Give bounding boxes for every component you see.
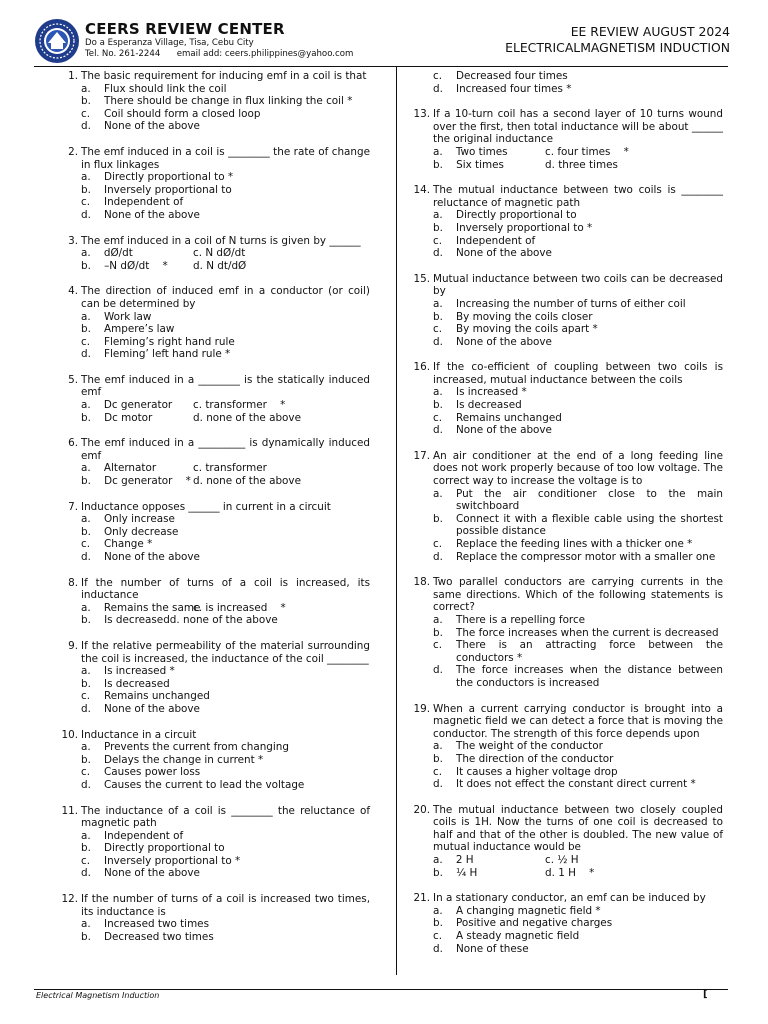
option-letter: a. <box>81 829 91 842</box>
option-letter: d. <box>433 664 443 677</box>
option-text: Only decrease <box>104 525 179 538</box>
option-cell: c. N dØ/dt <box>193 247 246 260</box>
question-17 <box>410 450 723 563</box>
column-divider <box>396 67 397 975</box>
option-letter: d. <box>433 942 443 955</box>
question-9 <box>58 640 370 716</box>
option-cell: d. none of the above <box>193 475 301 488</box>
option-text: Inversely proportional to * <box>104 854 241 867</box>
option-text: Increased two times <box>104 918 209 931</box>
question-11 <box>58 805 370 881</box>
answer-option <box>433 424 723 437</box>
option-letter: d. <box>433 778 443 791</box>
question-stem: Inductance opposes ______ in current in a circuit <box>81 500 331 513</box>
option-cell: b. Is decreasedd. none of the above <box>81 614 278 627</box>
question-19 <box>410 703 723 791</box>
question-number: 16. <box>413 361 430 374</box>
option-pair-row <box>81 399 370 412</box>
option-text: Decreased four times <box>456 70 568 82</box>
option-letter: a. <box>81 513 91 526</box>
option-pair-row <box>81 247 370 260</box>
question-18 <box>410 576 723 689</box>
option-cell: d. 1 H * <box>545 866 595 879</box>
answer-option <box>81 551 370 564</box>
option-cell: a. Dc generator <box>81 399 173 412</box>
option-letter: c. <box>433 70 443 82</box>
option-pair-row <box>81 260 370 273</box>
option-letter: d. <box>81 348 91 361</box>
option-text: Connect it with a flexible cable using the shortest possible distance <box>456 512 723 538</box>
option-text: Ampere’s law <box>104 323 175 336</box>
answer-option <box>81 184 370 197</box>
answer-option <box>81 830 370 843</box>
question-number: 12. <box>61 893 78 906</box>
option-letter: b. <box>81 842 91 855</box>
answer-option <box>81 918 370 931</box>
option-text: Is decreased <box>456 399 522 412</box>
option-letter: b. <box>433 399 443 412</box>
answer-option <box>81 931 370 944</box>
option-letter: d. <box>81 778 91 791</box>
answer-option <box>433 399 723 412</box>
option-text: None of the above <box>104 120 200 133</box>
option-cell: b. Dc motor <box>81 411 153 424</box>
option-text: Replace the compressor motor with a smaller one <box>456 550 716 563</box>
question-stem: If a 10-turn coil has a second layer of 10 turns wound over the first, then total inductance will be about ______ the original inductance <box>433 108 723 146</box>
right-column <box>410 70 723 968</box>
option-letter: a. <box>433 297 443 310</box>
answer-option <box>433 627 723 640</box>
option-text: Put the air conditioner close to the main switchboard <box>456 487 723 513</box>
answer-option <box>433 70 723 83</box>
option-cell: c. transformer * <box>193 399 286 412</box>
answer-option <box>433 311 723 324</box>
option-pair-row <box>81 462 370 475</box>
question-7 <box>58 501 370 564</box>
option-pair-row <box>81 475 370 488</box>
question-stem: The inductance of a coil is ________ the reluctance of magnetic path <box>81 804 370 830</box>
question-8 <box>58 577 370 627</box>
option-letter: c. <box>433 538 443 550</box>
option-cell: d. three times <box>545 158 618 171</box>
question-stem: The emf induced in a ________ is the statically induced emf <box>81 373 370 399</box>
question-number: 9. <box>68 639 78 652</box>
option-text: A changing magnetic field * <box>456 904 601 917</box>
question-stem: Two parallel conductors are carrying currents in the same directions. Which of the following statements is correct? <box>433 576 723 614</box>
question-stem: The emf induced in a coil is ________ the rate of change in flux linkages <box>81 145 370 171</box>
org-contact: Tel. No. 261-2244 email add: ceers.philippines@yahoo.com <box>85 49 354 59</box>
option-cell: c. ½ H <box>545 854 579 867</box>
left-column <box>58 70 370 956</box>
option-pair-row <box>433 159 723 172</box>
answer-option <box>433 323 723 336</box>
option-cell: b. Six times <box>433 158 504 171</box>
answer-option <box>81 513 370 526</box>
option-text: Coil should form a closed loop <box>104 107 261 120</box>
question-14 <box>410 184 723 260</box>
option-text: Is decreased <box>104 677 170 690</box>
option-letter: a. <box>81 171 91 184</box>
answer-option <box>433 778 723 791</box>
question-5 <box>58 374 370 424</box>
option-letter: c. <box>433 930 443 943</box>
question-3 <box>58 235 370 273</box>
answer-option <box>433 551 723 564</box>
option-text: None of the above <box>104 208 200 221</box>
answer-option <box>81 336 370 349</box>
option-letter: b. <box>81 183 91 196</box>
option-pair-row <box>433 854 723 867</box>
answer-option <box>81 754 370 767</box>
option-pair-row <box>81 412 370 425</box>
option-letter: d. <box>433 247 443 260</box>
option-cell <box>193 614 353 627</box>
question-12 <box>58 893 370 943</box>
question-stem: The mutual inductance between two closely coupled coils is 1H. Now the turns of one coil is decreased to half and that of the other is doubled. The new value of mutual inductance would be <box>433 803 723 854</box>
option-text: Positive and negative charges <box>456 917 613 930</box>
option-letter: b. <box>433 221 443 234</box>
question-stem: The mutual inductance between two coils is ________ reluctance of magnetic path <box>433 184 723 209</box>
option-cell: b. Dc generator * <box>81 475 191 488</box>
option-text: None of the above <box>104 867 200 880</box>
option-letter: b. <box>81 525 91 538</box>
option-text: Only increase <box>104 513 175 526</box>
option-text: Prevents the current from changing <box>104 741 289 754</box>
option-text: Directly proportional to <box>456 209 577 222</box>
option-text: Work law <box>104 310 152 323</box>
answer-option <box>81 690 370 703</box>
answer-option <box>81 678 370 691</box>
option-text: Inversely proportional to * <box>456 221 593 234</box>
answer-option <box>81 108 370 121</box>
question-13 <box>410 108 723 171</box>
question-21 <box>410 892 723 955</box>
answer-option <box>81 526 370 539</box>
option-letter: b. <box>81 95 91 108</box>
question-number: 5. <box>68 373 78 386</box>
option-letter: c. <box>81 538 91 551</box>
option-letter: d. <box>81 120 91 133</box>
question-stem: The basic requirement for inducing emf in a coil is that <box>81 70 367 82</box>
question-stem: An air conditioner at the end of a long feeding line does not work properly because of too low voltage. The correct way to increase the voltage is to <box>433 449 723 488</box>
question-stem: If the number of turns of a coil is increased, its inductance <box>81 576 370 602</box>
question-number: 20. <box>413 803 430 816</box>
answer-option <box>81 348 370 361</box>
answer-option <box>433 917 723 930</box>
answer-option <box>81 311 370 324</box>
answer-option <box>81 83 370 96</box>
question-4 <box>58 285 370 361</box>
answer-option <box>433 336 723 349</box>
answer-option <box>433 222 723 235</box>
answer-option <box>433 412 723 425</box>
option-cell: a. 2 H <box>433 854 474 867</box>
question-10 <box>58 729 370 792</box>
option-text: By moving the coils apart * <box>456 323 598 336</box>
answer-option <box>433 905 723 918</box>
question-16 <box>410 361 723 437</box>
answer-option <box>81 538 370 551</box>
option-pair-row <box>81 614 370 627</box>
option-cell: c. transformer <box>193 462 267 475</box>
option-text: Remains unchanged <box>104 690 210 703</box>
header-rule <box>34 66 728 67</box>
question-number: 15. <box>413 272 430 285</box>
answer-option <box>433 538 723 551</box>
question-number: 19. <box>413 702 430 715</box>
org-address: Do a Esperanza Village, Tisa, Cebu City <box>85 38 254 48</box>
question-number: 11. <box>61 804 78 817</box>
question-stem: The direction of induced emf in a conductor (or coil) can be determined by <box>81 285 370 310</box>
answer-option <box>433 83 723 96</box>
option-text: Directly proportional to <box>104 842 225 855</box>
option-letter: a. <box>433 904 443 917</box>
option-text: There is an attracting force between the conductors * <box>456 639 723 664</box>
option-cell: d. N dt/dØ <box>193 259 247 272</box>
option-text: Change * <box>104 538 153 551</box>
option-letter: c. <box>433 234 443 247</box>
option-pair-row <box>433 867 723 880</box>
option-text: It causes a higher voltage drop <box>456 765 618 778</box>
option-cell: a. dØ/dt <box>81 247 133 260</box>
option-cell: a. Alternator <box>81 462 157 475</box>
answer-option <box>433 386 723 399</box>
answer-option <box>81 779 370 792</box>
answer-option <box>81 766 370 779</box>
option-letter: a. <box>433 740 443 753</box>
question-12-continuation <box>410 70 723 95</box>
option-letter: d. <box>81 551 91 563</box>
answer-option <box>81 120 370 133</box>
footer-label: Electrical Magnetism Induction <box>36 991 160 1000</box>
option-text: It does not effect the constant direct current * <box>456 778 696 791</box>
option-text: The force increases when the distance between the conductors is increased <box>456 664 723 689</box>
option-letter: c. <box>81 196 91 209</box>
option-text: None of the above <box>456 247 552 260</box>
answer-option <box>81 703 370 716</box>
option-letter: c. <box>433 323 443 336</box>
question-number: 17. <box>413 449 430 462</box>
option-text: Causes the current to lead the voltage <box>104 778 305 791</box>
question-number: 6. <box>68 437 78 450</box>
option-text: Independent of <box>104 829 184 842</box>
option-letter: d. <box>433 82 443 95</box>
option-letter: a. <box>433 209 443 222</box>
org-name: CEERS REVIEW CENTER <box>85 20 285 38</box>
option-text: Flux should link the coil <box>104 82 227 95</box>
option-letter: d. <box>433 424 443 437</box>
option-letter: d. <box>81 867 91 880</box>
answer-option <box>433 740 723 753</box>
question-number: 14. <box>413 184 430 197</box>
question-number: 8. <box>68 576 78 589</box>
question-20 <box>410 804 723 880</box>
option-cell: d. none of the above <box>193 411 301 424</box>
answer-option <box>433 639 723 664</box>
question-number: 18. <box>413 576 430 589</box>
option-text: Fleming’ left hand rule * <box>104 348 231 361</box>
answer-option <box>433 664 723 689</box>
answer-option <box>433 614 723 627</box>
option-letter: a. <box>81 665 91 678</box>
option-letter: b. <box>81 753 91 766</box>
option-cell: a. Remains the same <box>81 601 201 614</box>
answer-option <box>81 855 370 868</box>
option-text: Delays the change in current * <box>104 753 264 766</box>
answer-option <box>81 741 370 754</box>
answer-option <box>433 488 723 513</box>
option-text: Increasing the number of turns of either coil <box>456 297 686 310</box>
option-pair-row <box>81 602 370 615</box>
option-letter: b. <box>433 917 443 930</box>
footer-rule <box>34 989 728 990</box>
option-letter: a. <box>81 310 91 323</box>
question-stem: When a current carrying conductor is brought into a magnetic field we can detect a force that is moving the conductor. The strength of this force depends upon <box>433 702 723 740</box>
question-number: 13. <box>413 108 430 121</box>
option-letter: d. <box>433 550 443 563</box>
option-cell: b. ¼ H <box>433 866 478 879</box>
option-text: None of these <box>456 942 529 955</box>
option-text: Is increased * <box>456 386 527 399</box>
option-text: Directly proportional to * <box>104 171 234 184</box>
option-text: None of the above <box>456 335 552 348</box>
option-letter: a. <box>433 613 443 626</box>
option-letter: b. <box>433 512 443 525</box>
answer-option <box>81 867 370 880</box>
option-text: The force increases when the current is decreased <box>456 626 719 639</box>
option-cell: c. four times * <box>545 145 629 158</box>
option-text: None of the above <box>456 424 552 437</box>
option-text: By moving the coils closer <box>456 310 593 323</box>
answer-option <box>433 513 723 538</box>
option-letter: a. <box>81 82 91 95</box>
option-text: Remains unchanged <box>456 411 562 424</box>
option-letter: b. <box>433 626 443 639</box>
question-stem: The emf induced in a _________ is dynamically induced emf <box>81 437 370 462</box>
question-stem: If the number of turns of a coil is increased two times, its inductance is <box>81 893 370 918</box>
question-number: 1. <box>68 70 78 82</box>
answer-option <box>433 235 723 248</box>
option-text: Independent of <box>104 196 184 209</box>
question-stem: Mutual inductance between two coils can be decreased by <box>433 272 723 298</box>
answer-option <box>433 298 723 311</box>
option-text: None of the above <box>104 702 200 715</box>
answer-option <box>433 766 723 779</box>
option-text: The direction of the conductor <box>456 752 614 765</box>
option-letter: d. <box>81 208 91 221</box>
answer-option <box>433 209 723 222</box>
option-letter: a. <box>81 741 91 754</box>
option-pair-row <box>433 146 723 159</box>
option-text: Is increased * <box>104 665 175 678</box>
answer-option <box>433 930 723 943</box>
option-letter: c. <box>81 690 91 703</box>
question-15 <box>410 273 723 349</box>
option-letter: b. <box>81 930 91 943</box>
question-stem: The emf induced in a coil of N turns is given by ______ <box>81 234 361 247</box>
answer-option <box>81 196 370 209</box>
option-text: Independent of <box>456 234 536 247</box>
question-1 <box>58 70 370 133</box>
question-stem: Inductance in a circuit <box>81 728 197 741</box>
option-text: There should be change in flux linking the coil * <box>104 95 353 108</box>
option-letter: b. <box>433 310 443 323</box>
question-number: 21. <box>413 892 430 905</box>
option-letter: a. <box>433 487 443 500</box>
question-6 <box>58 437 370 487</box>
answer-option <box>81 665 370 678</box>
option-cell: c. is increased * <box>193 601 286 614</box>
question-stem: In a stationary conductor, an emf can be induced by <box>433 892 706 905</box>
option-letter: c. <box>433 765 443 778</box>
option-letter: d. <box>81 702 91 715</box>
answer-option <box>81 95 370 108</box>
question-number: 3. <box>68 234 78 247</box>
answer-option <box>433 943 723 956</box>
option-text: Decreased two times <box>104 930 214 943</box>
answer-option <box>81 323 370 336</box>
exam-subtitle: ELECTRICALMAGNETISM INDUCTION <box>505 40 730 55</box>
option-text: The weight of the conductor <box>456 740 603 753</box>
option-text: Causes power loss <box>104 766 201 779</box>
option-text: None of the above <box>104 551 200 563</box>
answer-option <box>433 753 723 766</box>
ceers-logo-icon <box>34 18 80 64</box>
question-stem: If the co-efficient of coupling between two coils is increased, mutual inductance between the coils <box>433 361 723 386</box>
option-letter: b. <box>433 752 443 765</box>
answer-option <box>81 171 370 184</box>
option-letter: a. <box>433 386 443 399</box>
option-letter: d. <box>433 335 443 348</box>
option-cell: b. –N dØ/dt * <box>81 259 168 272</box>
answer-option <box>81 842 370 855</box>
question-stem: If the relative permeability of the material surrounding the coil is increased, the inductance of the coil ________ <box>81 639 370 665</box>
option-letter: c. <box>81 335 91 348</box>
option-text: Replace the feeding lines with a thicker one * <box>456 538 693 550</box>
page-header <box>0 0 768 70</box>
footer-mark: [ <box>703 989 708 1000</box>
option-letter: c. <box>433 411 443 424</box>
option-letter: c. <box>81 107 91 120</box>
option-letter: c. <box>433 639 443 652</box>
question-number: 2. <box>68 145 78 158</box>
option-letter: a. <box>81 918 91 931</box>
option-text: Fleming’s right hand rule <box>104 335 235 348</box>
option-text: Inversely proportional to <box>104 183 232 196</box>
answer-option <box>433 247 723 260</box>
question-2 <box>58 146 370 222</box>
option-text: A steady magnetic field <box>456 930 580 943</box>
option-letter: c. <box>81 766 91 779</box>
option-letter: c. <box>81 854 91 867</box>
question-number: 4. <box>68 285 78 298</box>
question-number: 7. <box>68 500 78 513</box>
option-text: There is a repelling force <box>456 613 586 626</box>
option-letter: b. <box>81 323 91 336</box>
exam-title: EE REVIEW AUGUST 2024 <box>570 24 730 39</box>
answer-option <box>81 209 370 222</box>
option-text: Increased four times * <box>456 82 572 95</box>
option-letter: b. <box>81 677 91 690</box>
question-number: 10. <box>61 728 78 741</box>
option-cell: a. Two times <box>433 145 508 158</box>
